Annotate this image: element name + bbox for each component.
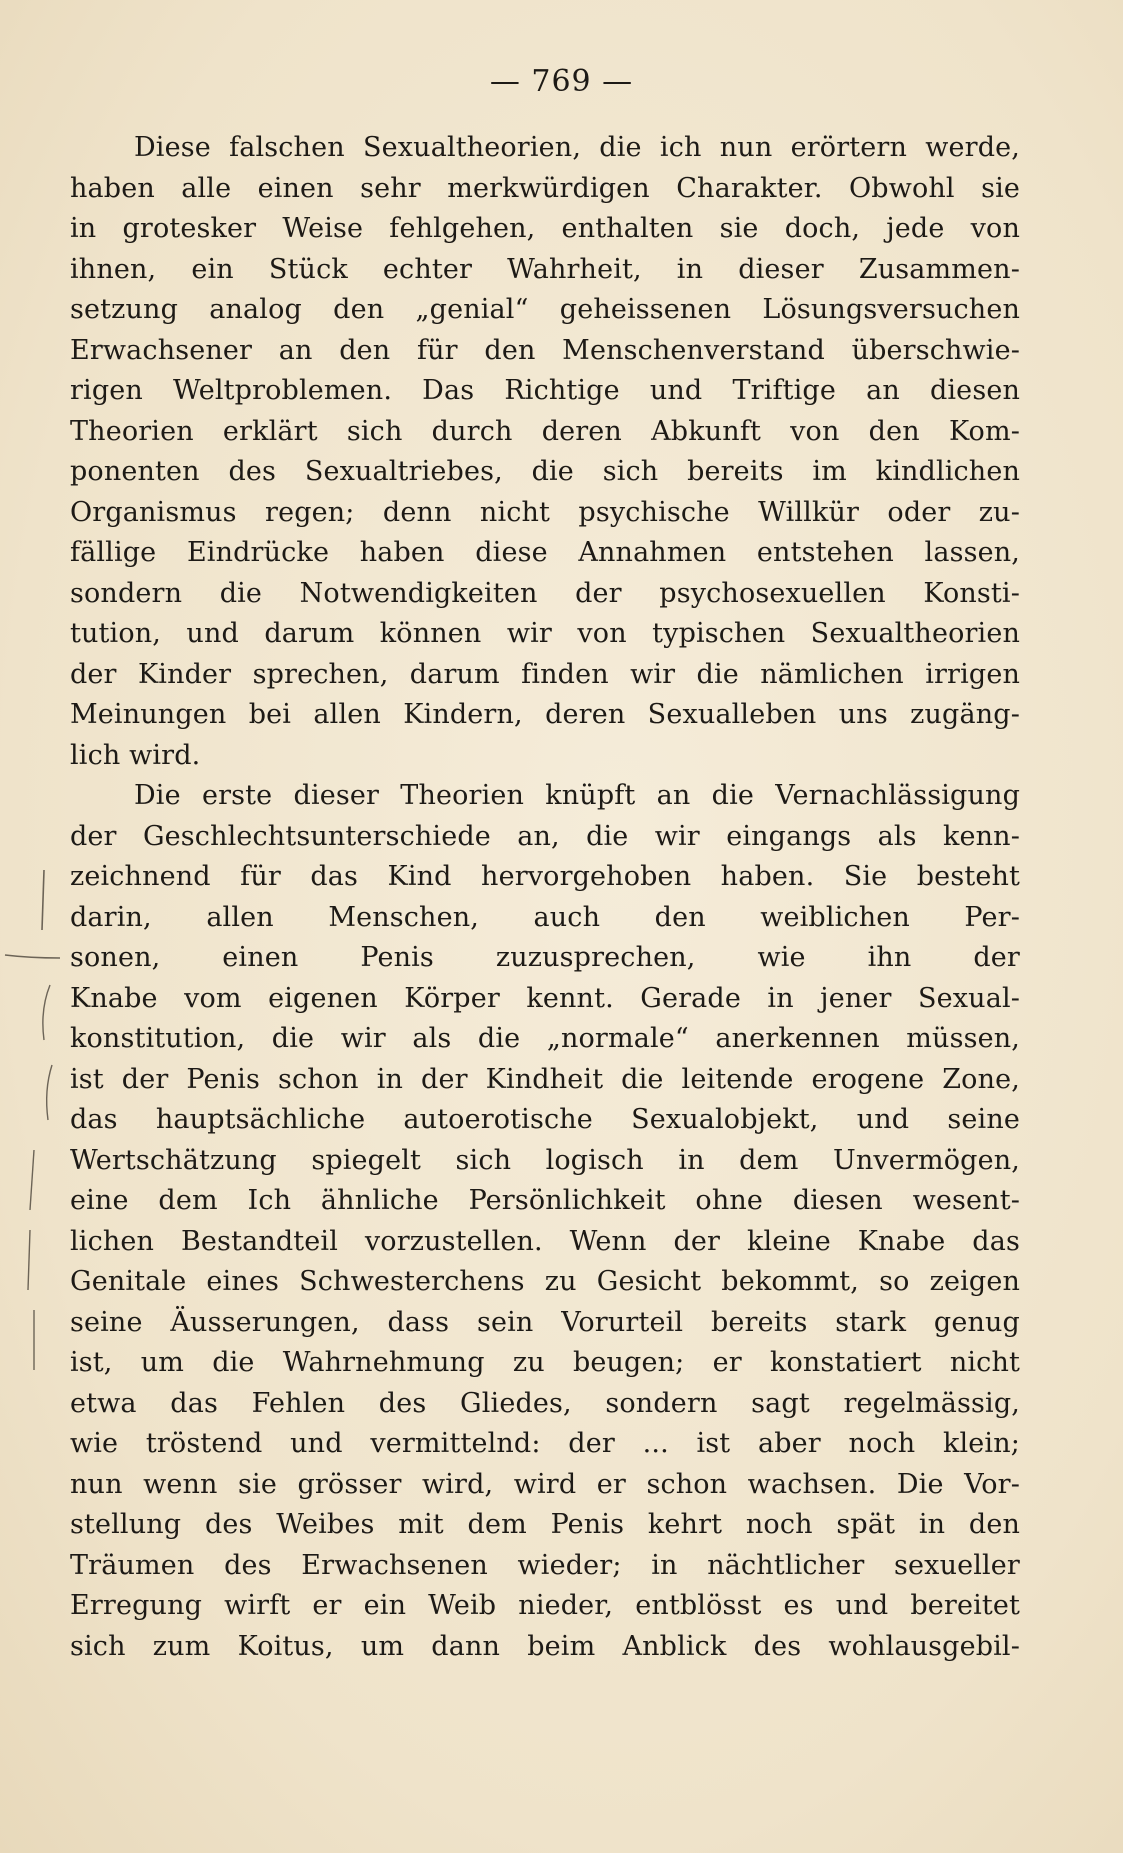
text-line: haben alle einen sehr merkwürdigen Charakter. Obwohl sie xyxy=(70,172,1020,204)
text-line: Genitale eines Schwesterchens zu Gesicht bekommt, so zeigen xyxy=(70,1266,1020,1297)
text-line: nun wenn sie grösser wird, wird er schon wachsen. Die Vor- xyxy=(70,1468,1020,1500)
body-text xyxy=(70,128,1020,1667)
text-line: seine Äusserungen, dass sein Vorurteil bereits stark genug xyxy=(70,1306,1020,1338)
text-line: stellung des Weibes mit dem Penis kehrt noch spät in den xyxy=(70,1509,1020,1540)
text-line: Träumen des Erwachsenen wieder; in nächtlicher sexueller xyxy=(70,1549,1020,1581)
text-line: Organismus regen; denn nicht psychische Willkür oder zu- xyxy=(70,496,1020,528)
text-line: Die erste dieser Theorien knüpft an die Vernachlässigung xyxy=(134,780,1020,811)
page-number: — 769 — xyxy=(489,64,634,99)
text-line: konstitution, die wir als die „normale“ anerkennen müssen, xyxy=(70,1023,1020,1054)
text-line: Theorien erklärt sich durch deren Abkunft von den Kom- xyxy=(70,415,1020,447)
text-line: Knabe vom eigenen Körper kennt. Gerade in jener Sexual- xyxy=(70,982,1020,1014)
text-line: sich zum Koitus, um dann beim Anblick des wohlausgebil- xyxy=(70,1630,1020,1662)
text-line: sonen, einen Penis zuzusprechen, wie ihn der xyxy=(70,942,1020,973)
text-line: fällige Eindrücke haben diese Annahmen entstehen lassen, xyxy=(70,537,1020,568)
text-line: das hauptsächliche autoerotische Sexualobjekt, und seine xyxy=(70,1104,1020,1135)
text-line: darin, allen Menschen, auch den weiblichen Per- xyxy=(70,901,1020,933)
text-line: tution, und darum können wir von typischen Sexualtheorien xyxy=(70,618,1020,649)
text-line: setzung analog den „genial“ geheissenen Lösungsversuchen xyxy=(70,294,1020,325)
text-line: lichen Bestandteil vorzustellen. Wenn der kleine Knabe das xyxy=(70,1225,1020,1257)
text-line: rigen Weltproblemen. Das Richtige und Triftige an diesen xyxy=(70,375,1020,406)
text-line: zeichnend für das Kind hervorgehoben haben. Sie besteht xyxy=(70,861,1020,892)
text-line: ist, um die Wahrnehmung zu beugen; er konstatiert nicht xyxy=(70,1347,1020,1378)
text-line: der Kinder sprechen, darum finden wir die nämlichen irrigen xyxy=(70,658,1020,690)
text-line: der Geschlechtsunterschiede an, die wir eingangs als kenn- xyxy=(70,820,1020,852)
text-line: Erregung wirft er ein Weib nieder, entblösst es und bereitet xyxy=(70,1590,1020,1621)
text-line: Erwachsener an den für den Menschenverstand überschwie- xyxy=(70,334,1020,366)
text-line: eine dem Ich ähnliche Persönlichkeit ohne diesen wesent- xyxy=(70,1185,1020,1216)
text-line: ihnen, ein Stück echter Wahrheit, in dieser Zusammen- xyxy=(70,253,1020,285)
text-line: lich wird. xyxy=(70,739,201,771)
text-line: Meinungen bei allen Kindern, deren Sexualleben uns zugäng- xyxy=(70,699,1020,730)
text-line: Diese falschen Sexualtheorien, die ich nun erörtern werde, xyxy=(134,132,1020,163)
text-line: in grotesker Weise fehlgehen, enthalten sie doch, jede von xyxy=(70,213,1020,244)
text-line: ist der Penis schon in der Kindheit die leitende erogene Zone, xyxy=(70,1063,1020,1095)
text-line: ponenten des Sexualtriebes, die sich bereits im kindlichen xyxy=(70,456,1020,487)
text-line: Wertschätzung spiegelt sich logisch in dem Unvermögen, xyxy=(70,1144,1020,1176)
text-line: wie tröstend und vermittelnd: der ... ist aber noch klein; xyxy=(70,1428,1020,1459)
text-line: sondern die Notwendigkeiten der psychosexuellen Konsti- xyxy=(70,577,1020,609)
text-line: etwa das Fehlen des Gliedes, sondern sagt regelmässig, xyxy=(70,1387,1020,1419)
margin-pencil-mark xyxy=(0,0,70,1853)
